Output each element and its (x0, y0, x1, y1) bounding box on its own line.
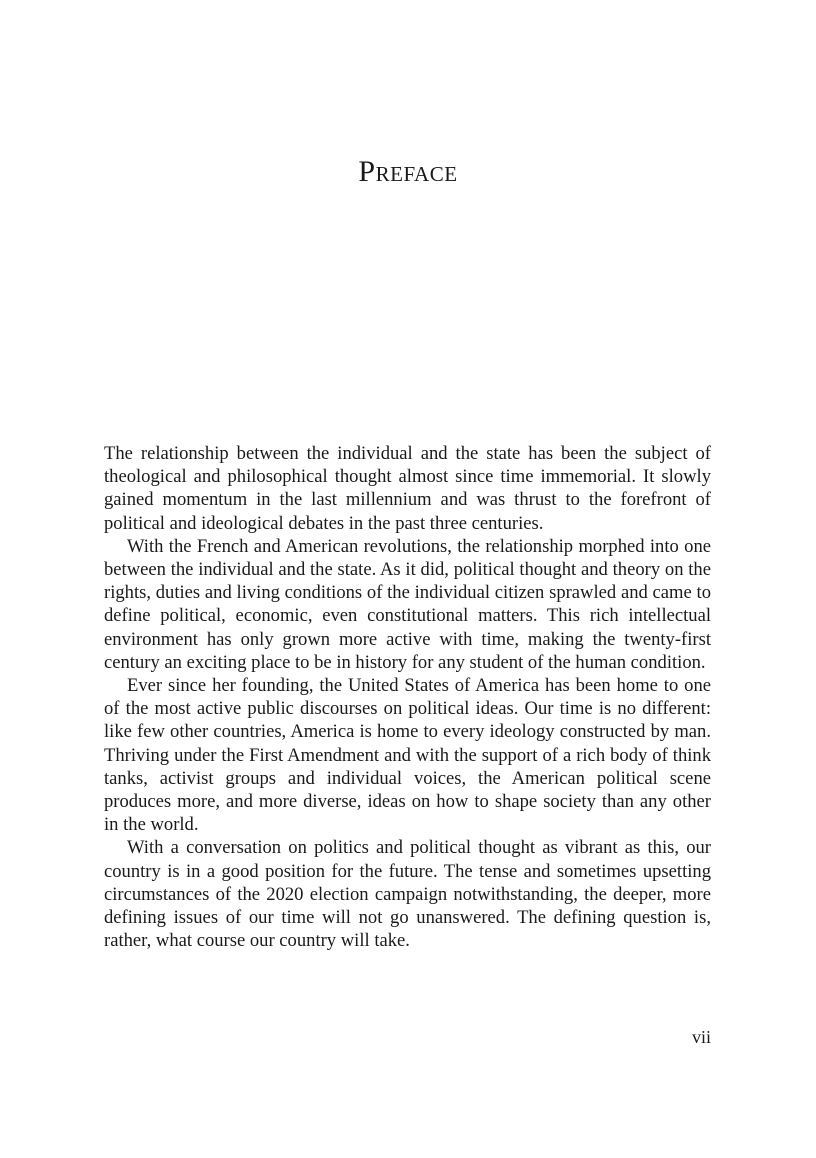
paragraph-2: With the French and American revolutions, the relationship morphed into one between the individual and the state. As it did, political thought and theory on the rights, duties and living conditions of the individual citizen sprawled and came to define political, economic, even constitutional matters. This rich intellectual environment has only grown more active with time, making the twenty-first century an exciting place to be in history for any student of the human condition. (104, 535, 711, 673)
paragraph-4: With a conversation on politics and political thought as vibrant as this, our country is in a good position for the future. The tense and sometimes upsetting circumstances of the 2020 election campaign notwithstanding, the deeper, more defining issues of our time will not go unanswered. The defining question is, rather, what course our country will take. (104, 837, 711, 952)
page-title: Preface (358, 155, 458, 188)
body-text (104, 442, 711, 952)
paragraph-1: The relationship between the individual and the state has been the subject of theological and philosophical thought almost since time immemorial. It slowly gained momentum in the last millennium and was thrust to the forefront of political and ideological debates in the past three centuries. (104, 443, 711, 534)
page-number: vii (691, 1027, 711, 1047)
paragraph-3: Ever since her founding, the United States of America has been home to one of the most active public discourses on political ideas. Our time is no different: like few other countries, America is home to every ideology constructed by man. Thriving under the First Amendment and with the support of a rich body of think tanks, activist groups and individual voices, the American political scene produces more, and more diverse, ideas on how to shape society than any other in the world. (104, 675, 711, 836)
